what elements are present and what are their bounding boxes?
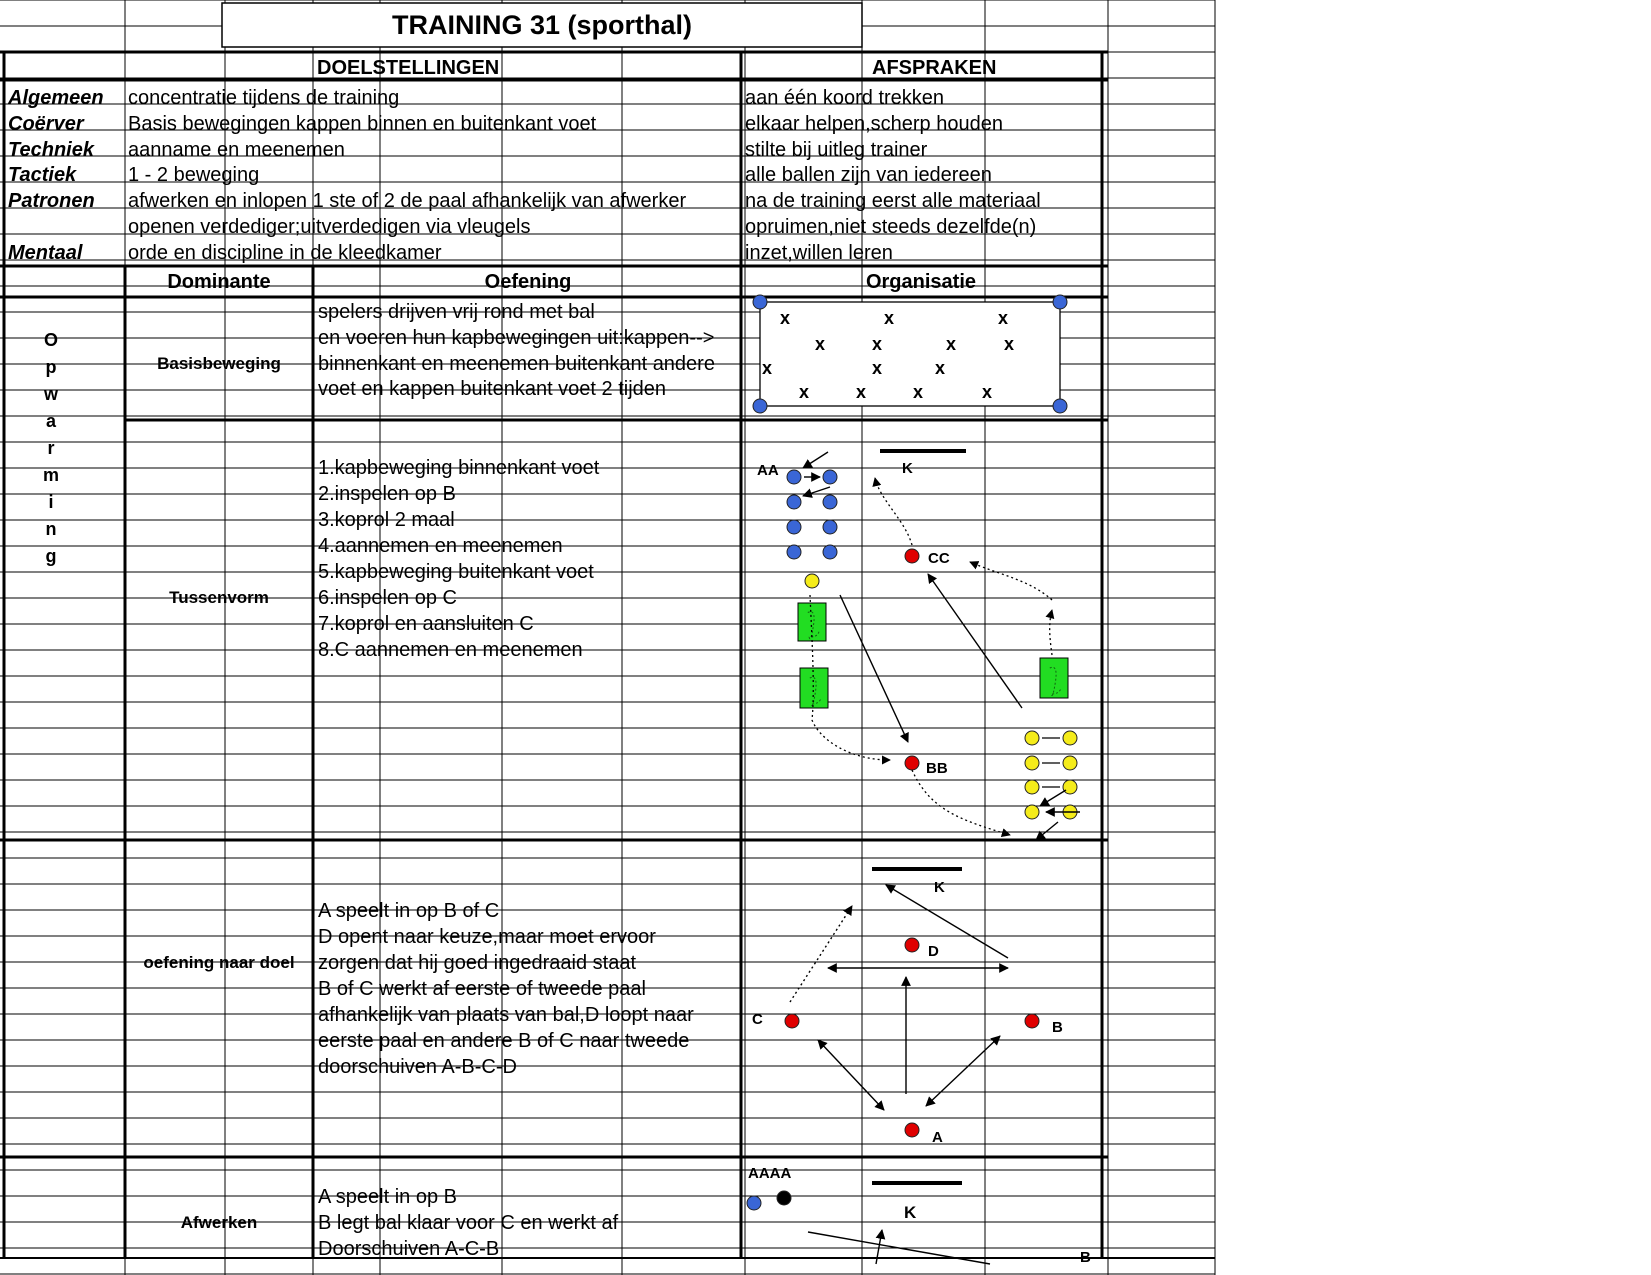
oefening-line: eerste paal en andere B of C naar tweede [318,1030,690,1052]
oefening-line: D opent naar keuze,maar moet ervoor [318,926,656,948]
blue-player [823,470,837,484]
column-organisatie: Organisatie [865,271,977,293]
yellow-player [1063,780,1077,794]
pass-arrow [928,574,1022,708]
oefening-line: zorgen dat hij goed ingedraaid staat [318,952,637,974]
blue-player [823,545,837,559]
oefening-line: A speelt in op B [318,1186,457,1208]
label-c: C [752,1011,763,1028]
warmup-letter: g [45,546,57,566]
oefening-line: en voeren hun kapbewegingen uit:kappen--> [318,327,715,349]
afspraak-text: stilte bij uitleg trainer [745,139,928,161]
blue-player [787,495,801,509]
player-x-marker: x [884,308,895,328]
goal-label-algemeen: Algemeen [8,87,104,109]
label-cc: CC [928,550,950,567]
player-x-marker: x [856,382,867,402]
yellow-player [1025,780,1039,794]
player-x-marker: x [982,382,993,402]
dominante-tussenvorm: Tussenvorm [169,588,269,607]
goal-label-patronen: Patronen [8,190,95,212]
pass-arrow [1036,822,1058,840]
goal-text: aanname en meenemen [128,139,345,161]
player-x-marker: x [762,358,773,378]
goal-text: concentratie tijdens de training [128,87,400,109]
warmup-letter: i [48,492,54,512]
yellow-player [1025,756,1039,770]
label-aaaa: AAAA [748,1165,792,1182]
label-k: K [934,879,945,896]
afspraak-text: na de training eerst alle materiaal [745,190,1041,212]
goal-label-coerver: Coërver [8,113,84,135]
warmup-letter: O [43,330,58,350]
label-bb: BB [926,760,948,777]
ball [777,1191,791,1205]
oefening-line: 6.inspelen op C [318,587,457,609]
afspraak-text: aan één koord trekken [745,87,945,109]
warmup-letter: a [45,411,56,431]
pass-arrow [926,1036,1000,1106]
player-x-marker: x [1004,334,1015,354]
dotted-run-arrow [1050,610,1052,655]
red-player [905,938,919,952]
blue-player [823,495,837,509]
warmup-letter: m [42,465,59,485]
shot-arrow [886,885,1008,958]
blue-player [787,470,801,484]
red-player [905,1123,919,1137]
goal-text: openen verdediger;uitverdedigen via vleugels [128,216,531,238]
goal-text: orde en discipline in de kleedkamer [128,242,442,264]
pass-arrow [818,1040,884,1110]
blue-player [787,545,801,559]
yellow-player [1025,731,1039,745]
oefening-line: A speelt in op B of C [318,900,500,922]
label-a: A [932,1129,943,1146]
player-x-marker: x [872,358,883,378]
pass-arrow [1040,790,1066,806]
pass-arrow [803,487,830,496]
oefening-line: 4.aannemen en meenemen [318,535,563,557]
warmup-letter: r [47,438,55,458]
red-player [905,756,919,770]
oefening-line: spelers drijven vrij rond met bal [318,301,595,323]
afspraak-text: alle ballen zijn van iedereen [745,164,992,186]
corner-marker [753,399,767,413]
pass-arrow [840,595,908,742]
warmup-letter: w [43,384,58,404]
pass-arrow [803,452,828,468]
player-x-marker: x [815,334,826,354]
label-b: B [1080,1249,1091,1266]
corner-marker [1053,295,1067,309]
red-player [905,549,919,563]
oefening-line: 2.inspelen op B [318,483,456,505]
warmup-letter: n [45,519,57,539]
yellow-player [1063,731,1077,745]
oefening-line: binnenkant en meenemen buitenkant andere [318,353,715,375]
oefening-line: B legt bal klaar voor C en werkt af [318,1212,619,1234]
player-x-marker: x [913,382,924,402]
label-k: K [904,1203,917,1222]
oefening-line: doorschuiven A-B-C-D [318,1056,517,1078]
label-b: B [1052,1019,1063,1036]
oefening-line: 3.koprol 2 maal [318,509,455,531]
label-k: K [902,460,913,477]
page-title: TRAINING 31 (sporthal) [391,10,693,40]
blue-player [823,520,837,534]
header-doelstellingen: DOELSTELLINGEN [317,57,500,79]
yellow-player [1025,805,1039,819]
player-x-marker: x [998,308,1009,328]
afspraak-text: opruimen,niet steeds dezelfde(n) [745,216,1037,238]
red-player [1025,1014,1039,1028]
label-aa: AA [757,462,779,479]
corner-marker [753,295,767,309]
oefening-line: Doorschuiven A-C-B [318,1238,500,1260]
dominante-oefening-naar-doel: oefening naar doel [143,953,295,972]
player-x-marker: x [946,334,957,354]
column-oefening: Oefening [484,271,572,293]
afspraak-text: elkaar helpen,scherp houden [745,113,1003,135]
oefening-line: B of C werkt af eerste of tweede paal [318,978,646,1000]
warmup-letter: p [45,357,57,377]
oefening-line: 1.kapbeweging binnenkant voet [318,457,600,479]
player-x-marker: x [780,308,791,328]
player-x-marker: x [872,334,883,354]
player-x-marker: x [799,382,810,402]
goal-label-tactiek: Tactiek [8,164,77,186]
header-afspraken: AFSPRAKEN [872,57,997,79]
label-d: D [928,943,939,960]
afspraak-text: inzet,willen leren [745,242,893,264]
oefening-line: 5.kapbeweging buitenkant voet [318,561,594,583]
corner-marker [1053,399,1067,413]
blue-player [747,1196,761,1210]
dotted-run-arrow [970,562,1052,600]
yellow-player [1063,756,1077,770]
oefening-line: voet en kappen buitenkant voet 2 tijden [318,378,667,400]
goal-text: Basis bewegingen kappen binnen en buitenkant voet [128,113,597,135]
goal-label-techniek: Techniek [8,139,94,161]
dominante-afwerken: Afwerken [180,1213,258,1232]
oefening-line: 7.koprol en aansluiten C [318,613,534,635]
goal-text: afwerken en inlopen 1 ste of 2 de paal afhankelijk van afwerker [128,190,687,212]
dominante-basisbeweging: Basisbeweging [157,354,281,373]
player-x-marker: x [935,358,946,378]
oefening-line: afhankelijk van plaats van bal,D loopt naar [318,1004,694,1026]
oefening-line: 8.C aannemen en meenemen [318,639,583,661]
column-dominante: Dominante [167,271,271,293]
yellow-player [805,574,819,588]
goal-label-mentaal: Mentaal [8,242,83,264]
goal-text: 1 - 2 beweging [128,164,260,186]
blue-player [787,520,801,534]
dotted-run-arrow [875,478,912,545]
red-player [785,1014,799,1028]
